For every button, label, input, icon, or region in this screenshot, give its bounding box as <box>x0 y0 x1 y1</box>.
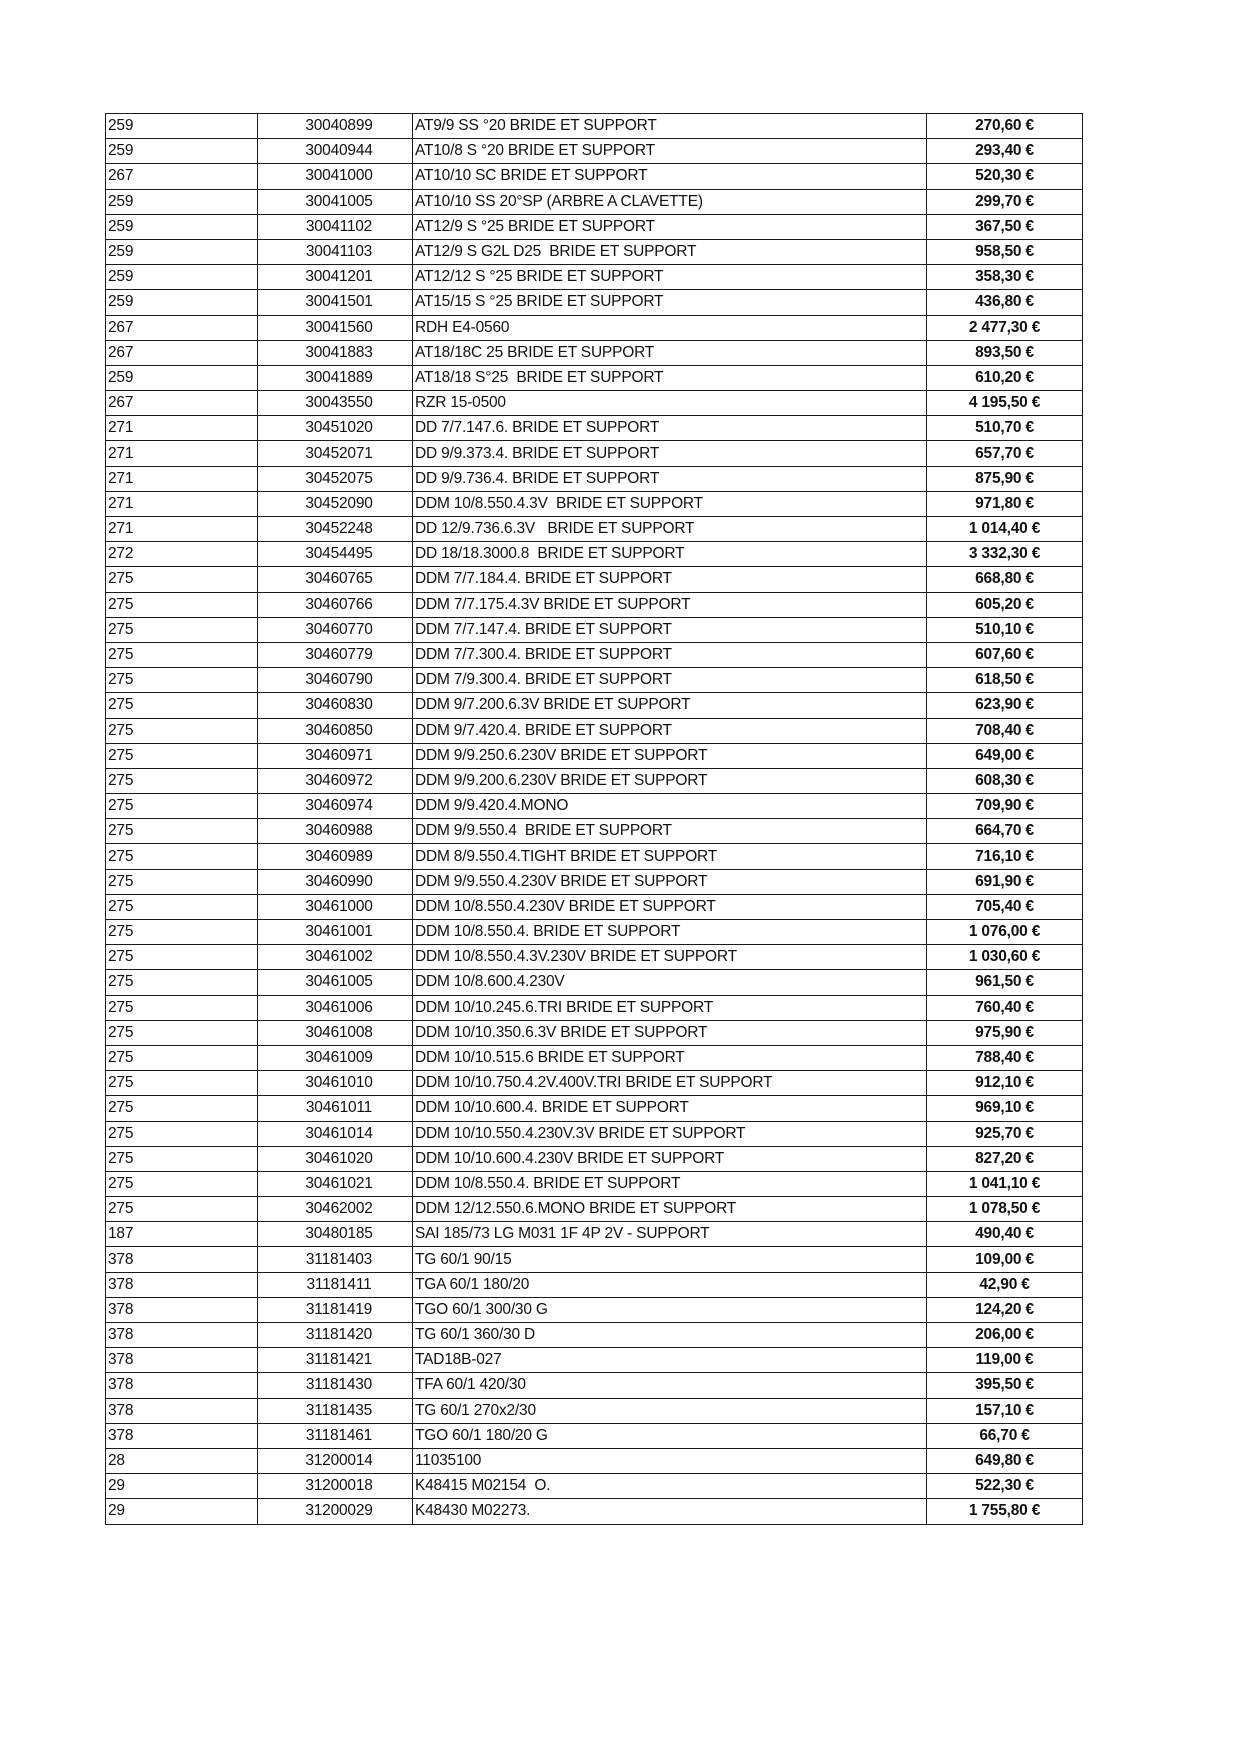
catalog-page-cell: 275 <box>106 1020 258 1045</box>
table-row <box>106 214 1083 239</box>
table-row <box>106 164 1083 189</box>
catalog-page-cell: 275 <box>106 693 258 718</box>
price-cell: 1 014,40 € <box>927 517 1083 542</box>
table-row <box>106 517 1083 542</box>
price-cell: 1 041,10 € <box>927 1171 1083 1196</box>
catalog-page-cell: 275 <box>106 1171 258 1196</box>
description-cell: AT10/10 SS 20°SP (ARBRE A CLAVETTE) <box>413 189 927 214</box>
price-cell: 367,50 € <box>927 214 1083 239</box>
table-row <box>106 945 1083 970</box>
catalog-page-cell: 378 <box>106 1272 258 1297</box>
table-row <box>106 1121 1083 1146</box>
catalog-page-cell: 259 <box>106 139 258 164</box>
article-code-cell: 31181430 <box>258 1373 413 1398</box>
article-code-cell: 30460766 <box>258 592 413 617</box>
article-code-cell: 30460988 <box>258 819 413 844</box>
description-cell: AT18/18 S°25 BRIDE ET SUPPORT <box>413 365 927 390</box>
catalog-page-cell: 267 <box>106 315 258 340</box>
table-row <box>106 1045 1083 1070</box>
article-code-cell: 30040944 <box>258 139 413 164</box>
table-row <box>106 743 1083 768</box>
description-cell: 11035100 <box>413 1448 927 1473</box>
table-row <box>106 1297 1083 1322</box>
article-code-cell: 30460990 <box>258 869 413 894</box>
catalog-page-cell: 378 <box>106 1323 258 1348</box>
article-code-cell: 31200018 <box>258 1474 413 1499</box>
price-cell: 788,40 € <box>927 1045 1083 1070</box>
description-cell: DDM 7/7.147.4. BRIDE ET SUPPORT <box>413 617 927 642</box>
price-cell: 691,90 € <box>927 869 1083 894</box>
table-row <box>106 391 1083 416</box>
price-cell: 119,00 € <box>927 1348 1083 1373</box>
article-code-cell: 31181411 <box>258 1272 413 1297</box>
catalog-page-cell: 28 <box>106 1448 258 1473</box>
article-code-cell: 30041560 <box>258 315 413 340</box>
description-cell: DDM 10/10.350.6.3V BRIDE ET SUPPORT <box>413 1020 927 1045</box>
article-code-cell: 30461014 <box>258 1121 413 1146</box>
price-cell: 42,90 € <box>927 1272 1083 1297</box>
description-cell: TG 60/1 270x2/30 <box>413 1398 927 1423</box>
description-cell: K48430 M02273. <box>413 1499 927 1524</box>
table-row <box>106 970 1083 995</box>
description-cell: TGA 60/1 180/20 <box>413 1272 927 1297</box>
article-code-cell: 30460972 <box>258 768 413 793</box>
description-cell: DDM 10/8.550.4. BRIDE ET SUPPORT <box>413 1171 927 1196</box>
table-row <box>106 1096 1083 1121</box>
description-cell: RDH E4-0560 <box>413 315 927 340</box>
table-row <box>106 894 1083 919</box>
price-cell: 3 332,30 € <box>927 542 1083 567</box>
description-cell: DDM 10/10.550.4.230V.3V BRIDE ET SUPPORT <box>413 1121 927 1146</box>
table-row <box>106 491 1083 516</box>
table-row <box>106 995 1083 1020</box>
catalog-page-cell: 271 <box>106 441 258 466</box>
catalog-page-cell: 275 <box>106 1045 258 1070</box>
catalog-page-cell: 275 <box>106 1121 258 1146</box>
table-row <box>106 1020 1083 1045</box>
catalog-page-cell: 275 <box>106 1071 258 1096</box>
catalog-page-cell: 275 <box>106 567 258 592</box>
description-cell: TFA 60/1 420/30 <box>413 1373 927 1398</box>
price-cell: 66,70 € <box>927 1423 1083 1448</box>
description-cell: DDM 10/10.245.6.TRI BRIDE ET SUPPORT <box>413 995 927 1020</box>
description-cell: DD 9/9.373.4. BRIDE ET SUPPORT <box>413 441 927 466</box>
article-code-cell: 30041102 <box>258 214 413 239</box>
price-cell: 716,10 € <box>927 844 1083 869</box>
catalog-page-cell: 275 <box>106 894 258 919</box>
catalog-page-cell: 275 <box>106 1197 258 1222</box>
catalog-page-cell: 275 <box>106 995 258 1020</box>
catalog-page-cell: 275 <box>106 768 258 793</box>
article-code-cell: 30460850 <box>258 718 413 743</box>
table-row <box>106 1171 1083 1196</box>
price-cell: 605,20 € <box>927 592 1083 617</box>
article-code-cell: 30043550 <box>258 391 413 416</box>
catalog-page-cell: 275 <box>106 794 258 819</box>
description-cell: DD 12/9.736.6.3V BRIDE ET SUPPORT <box>413 517 927 542</box>
table-row <box>106 1499 1083 1524</box>
description-cell: TG 60/1 360/30 D <box>413 1323 927 1348</box>
catalog-page-cell: 29 <box>106 1474 258 1499</box>
description-cell: DDM 10/8.550.4.3V.230V BRIDE ET SUPPORT <box>413 945 927 970</box>
article-code-cell: 31200029 <box>258 1499 413 1524</box>
table-row <box>106 819 1083 844</box>
description-cell: DDM 9/9.250.6.230V BRIDE ET SUPPORT <box>413 743 927 768</box>
article-code-cell: 31200014 <box>258 1448 413 1473</box>
article-code-cell: 30460830 <box>258 693 413 718</box>
catalog-page-cell: 271 <box>106 466 258 491</box>
article-code-cell: 31181420 <box>258 1323 413 1348</box>
table-row <box>106 1348 1083 1373</box>
article-code-cell: 30460779 <box>258 642 413 667</box>
catalog-page-cell: 275 <box>106 743 258 768</box>
description-cell: DDM 10/8.550.4. BRIDE ET SUPPORT <box>413 920 927 945</box>
price-cell: 293,40 € <box>927 139 1083 164</box>
price-cell: 358,30 € <box>927 265 1083 290</box>
article-code-cell: 30461021 <box>258 1171 413 1196</box>
description-cell: DDM 10/10.600.4. BRIDE ET SUPPORT <box>413 1096 927 1121</box>
table-row <box>106 340 1083 365</box>
table-row <box>106 768 1083 793</box>
price-cell: 875,90 € <box>927 466 1083 491</box>
table-row <box>106 1247 1083 1272</box>
table-row <box>106 466 1083 491</box>
table-row <box>106 416 1083 441</box>
table-row <box>106 642 1083 667</box>
price-cell: 436,80 € <box>927 290 1083 315</box>
catalog-page-cell: 275 <box>106 1096 258 1121</box>
price-cell: 961,50 € <box>927 970 1083 995</box>
price-cell: 657,70 € <box>927 441 1083 466</box>
table-row <box>106 365 1083 390</box>
price-cell: 975,90 € <box>927 1020 1083 1045</box>
catalog-page-cell: 275 <box>106 819 258 844</box>
price-cell: 607,60 € <box>927 642 1083 667</box>
catalog-page-cell: 378 <box>106 1373 258 1398</box>
catalog-page-cell: 275 <box>106 945 258 970</box>
article-code-cell: 30461002 <box>258 945 413 970</box>
article-code-cell: 30452071 <box>258 441 413 466</box>
description-cell: RZR 15-0500 <box>413 391 927 416</box>
table-row <box>106 265 1083 290</box>
table-row <box>106 1398 1083 1423</box>
catalog-page-cell: 275 <box>106 869 258 894</box>
article-code-cell: 30460989 <box>258 844 413 869</box>
price-cell: 709,90 € <box>927 794 1083 819</box>
catalog-page-cell: 275 <box>106 920 258 945</box>
article-code-cell: 31181403 <box>258 1247 413 1272</box>
catalog-page-cell: 259 <box>106 290 258 315</box>
table-row <box>106 189 1083 214</box>
catalog-page-cell: 271 <box>106 491 258 516</box>
description-cell: DD 9/9.736.4. BRIDE ET SUPPORT <box>413 466 927 491</box>
description-cell: DDM 7/7.175.4.3V BRIDE ET SUPPORT <box>413 592 927 617</box>
price-cell: 1 078,50 € <box>927 1197 1083 1222</box>
article-code-cell: 30041889 <box>258 365 413 390</box>
price-cell: 827,20 € <box>927 1146 1083 1171</box>
description-cell: AT15/15 S °25 BRIDE ET SUPPORT <box>413 290 927 315</box>
catalog-page-cell: 275 <box>106 617 258 642</box>
description-cell: AT12/9 S G2L D25 BRIDE ET SUPPORT <box>413 239 927 264</box>
table-row <box>106 1197 1083 1222</box>
catalog-page-cell: 267 <box>106 340 258 365</box>
article-code-cell: 30041201 <box>258 265 413 290</box>
table-row <box>106 718 1083 743</box>
description-cell: AT12/9 S °25 BRIDE ET SUPPORT <box>413 214 927 239</box>
article-code-cell: 30461008 <box>258 1020 413 1045</box>
catalog-page-cell: 275 <box>106 718 258 743</box>
description-cell: DDM 9/9.200.6.230V BRIDE ET SUPPORT <box>413 768 927 793</box>
price-cell: 618,50 € <box>927 668 1083 693</box>
table-row <box>106 693 1083 718</box>
description-cell: AT18/18C 25 BRIDE ET SUPPORT <box>413 340 927 365</box>
price-table <box>105 113 1083 1525</box>
catalog-page-cell: 259 <box>106 214 258 239</box>
description-cell: TGO 60/1 180/20 G <box>413 1423 927 1448</box>
price-cell: 760,40 € <box>927 995 1083 1020</box>
price-cell: 109,00 € <box>927 1247 1083 1272</box>
catalog-page-cell: 259 <box>106 189 258 214</box>
description-cell: DDM 10/10.600.4.230V BRIDE ET SUPPORT <box>413 1146 927 1171</box>
description-cell: DDM 10/8.550.4.230V BRIDE ET SUPPORT <box>413 894 927 919</box>
description-cell: TG 60/1 90/15 <box>413 1247 927 1272</box>
price-cell: 520,30 € <box>927 164 1083 189</box>
description-cell: DDM 12/12.550.6.MONO BRIDE ET SUPPORT <box>413 1197 927 1222</box>
article-code-cell: 30041501 <box>258 290 413 315</box>
article-code-cell: 30460765 <box>258 567 413 592</box>
table-row <box>106 617 1083 642</box>
price-cell: 1 755,80 € <box>927 1499 1083 1524</box>
catalog-page-cell: 267 <box>106 164 258 189</box>
table-row <box>106 1474 1083 1499</box>
price-cell: 893,50 € <box>927 340 1083 365</box>
table-row <box>106 592 1083 617</box>
catalog-page-cell: 259 <box>106 365 258 390</box>
catalog-page-cell: 259 <box>106 114 258 139</box>
price-table-body <box>106 114 1083 1525</box>
price-cell: 610,20 € <box>927 365 1083 390</box>
article-code-cell: 30452248 <box>258 517 413 542</box>
catalog-page-cell: 275 <box>106 668 258 693</box>
price-cell: 299,70 € <box>927 189 1083 214</box>
description-cell: DD 18/18.3000.8 BRIDE ET SUPPORT <box>413 542 927 567</box>
description-cell: SAI 185/73 LG M031 1F 4P 2V - SUPPORT <box>413 1222 927 1247</box>
table-row <box>106 1146 1083 1171</box>
table-row <box>106 239 1083 264</box>
table-row <box>106 441 1083 466</box>
price-cell: 708,40 € <box>927 718 1083 743</box>
description-cell: DDM 10/8.550.4.3V BRIDE ET SUPPORT <box>413 491 927 516</box>
description-cell: DDM 10/10.515.6 BRIDE ET SUPPORT <box>413 1045 927 1070</box>
description-cell: DDM 9/9.550.4.230V BRIDE ET SUPPORT <box>413 869 927 894</box>
table-row <box>106 1272 1083 1297</box>
price-cell: 270,60 € <box>927 114 1083 139</box>
article-code-cell: 30454495 <box>258 542 413 567</box>
price-cell: 623,90 € <box>927 693 1083 718</box>
price-cell: 522,30 € <box>927 1474 1083 1499</box>
description-cell: DD 7/7.147.6. BRIDE ET SUPPORT <box>413 416 927 441</box>
price-cell: 157,10 € <box>927 1398 1083 1423</box>
catalog-page-cell: 275 <box>106 970 258 995</box>
article-code-cell: 30452090 <box>258 491 413 516</box>
article-code-cell: 30041103 <box>258 239 413 264</box>
article-code-cell: 30462002 <box>258 1197 413 1222</box>
table-row <box>106 290 1083 315</box>
catalog-page-cell: 187 <box>106 1222 258 1247</box>
table-row <box>106 1222 1083 1247</box>
table-row <box>106 1071 1083 1096</box>
article-code-cell: 31181419 <box>258 1297 413 1322</box>
table-row <box>106 1373 1083 1398</box>
price-cell: 668,80 € <box>927 567 1083 592</box>
table-row <box>106 1448 1083 1473</box>
article-code-cell: 30461011 <box>258 1096 413 1121</box>
catalog-page-cell: 259 <box>106 265 258 290</box>
catalog-page-cell: 378 <box>106 1398 258 1423</box>
price-cell: 4 195,50 € <box>927 391 1083 416</box>
article-code-cell: 30040899 <box>258 114 413 139</box>
table-row <box>106 844 1083 869</box>
catalog-page-cell: 259 <box>106 239 258 264</box>
article-code-cell: 31181435 <box>258 1398 413 1423</box>
article-code-cell: 30460974 <box>258 794 413 819</box>
catalog-page-cell: 271 <box>106 517 258 542</box>
article-code-cell: 30041000 <box>258 164 413 189</box>
catalog-page-cell: 275 <box>106 592 258 617</box>
article-code-cell: 31181421 <box>258 1348 413 1373</box>
price-cell: 649,00 € <box>927 743 1083 768</box>
article-code-cell: 30460770 <box>258 617 413 642</box>
article-code-cell: 30452075 <box>258 466 413 491</box>
catalog-page-cell: 272 <box>106 542 258 567</box>
article-code-cell: 31181461 <box>258 1423 413 1448</box>
article-code-cell: 30041005 <box>258 189 413 214</box>
description-cell: DDM 9/7.200.6.3V BRIDE ET SUPPORT <box>413 693 927 718</box>
price-cell: 969,10 € <box>927 1096 1083 1121</box>
price-cell: 925,70 € <box>927 1121 1083 1146</box>
article-code-cell: 30461005 <box>258 970 413 995</box>
description-cell: AT12/12 S °25 BRIDE ET SUPPORT <box>413 265 927 290</box>
catalog-page-cell: 275 <box>106 844 258 869</box>
catalog-page-cell: 275 <box>106 1146 258 1171</box>
article-code-cell: 30461010 <box>258 1071 413 1096</box>
description-cell: DDM 7/7.184.4. BRIDE ET SUPPORT <box>413 567 927 592</box>
description-cell: DDM 10/10.750.4.2V.400V.TRI BRIDE ET SUPPORT <box>413 1071 927 1096</box>
article-code-cell: 30451020 <box>258 416 413 441</box>
catalog-page-cell: 29 <box>106 1499 258 1524</box>
price-cell: 510,10 € <box>927 617 1083 642</box>
table-row <box>106 114 1083 139</box>
price-cell: 1 030,60 € <box>927 945 1083 970</box>
table-row <box>106 869 1083 894</box>
description-cell: DDM 7/7.300.4. BRIDE ET SUPPORT <box>413 642 927 667</box>
price-cell: 206,00 € <box>927 1323 1083 1348</box>
price-cell: 395,50 € <box>927 1373 1083 1398</box>
description-cell: DDM 7/9.300.4. BRIDE ET SUPPORT <box>413 668 927 693</box>
catalog-page-cell: 378 <box>106 1348 258 1373</box>
price-cell: 510,70 € <box>927 416 1083 441</box>
description-cell: TGO 60/1 300/30 G <box>413 1297 927 1322</box>
price-cell: 912,10 € <box>927 1071 1083 1096</box>
catalog-page-cell: 267 <box>106 391 258 416</box>
table-row <box>106 542 1083 567</box>
price-cell: 958,50 € <box>927 239 1083 264</box>
price-cell: 2 477,30 € <box>927 315 1083 340</box>
price-cell: 664,70 € <box>927 819 1083 844</box>
table-row <box>106 139 1083 164</box>
price-cell: 1 076,00 € <box>927 920 1083 945</box>
catalog-page-cell: 378 <box>106 1423 258 1448</box>
price-cell: 124,20 € <box>927 1297 1083 1322</box>
table-row <box>106 1323 1083 1348</box>
table-row <box>106 794 1083 819</box>
description-cell: AT10/8 S °20 BRIDE ET SUPPORT <box>413 139 927 164</box>
catalog-page-cell: 378 <box>106 1297 258 1322</box>
price-cell: 608,30 € <box>927 768 1083 793</box>
price-cell: 649,80 € <box>927 1448 1083 1473</box>
table-row <box>106 1423 1083 1448</box>
description-cell: AT10/10 SC BRIDE ET SUPPORT <box>413 164 927 189</box>
article-code-cell: 30480185 <box>258 1222 413 1247</box>
article-code-cell: 30461009 <box>258 1045 413 1070</box>
description-cell: AT9/9 SS °20 BRIDE ET SUPPORT <box>413 114 927 139</box>
article-code-cell: 30461001 <box>258 920 413 945</box>
description-cell: DDM 8/9.550.4.TIGHT BRIDE ET SUPPORT <box>413 844 927 869</box>
table-row <box>106 315 1083 340</box>
description-cell: DDM 9/7.420.4. BRIDE ET SUPPORT <box>413 718 927 743</box>
article-code-cell: 30461006 <box>258 995 413 1020</box>
description-cell: DDM 9/9.550.4 BRIDE ET SUPPORT <box>413 819 927 844</box>
article-code-cell: 30461000 <box>258 894 413 919</box>
description-cell: DDM 9/9.420.4.MONO <box>413 794 927 819</box>
article-code-cell: 30041883 <box>258 340 413 365</box>
table-row <box>106 920 1083 945</box>
table-row <box>106 668 1083 693</box>
article-code-cell: 30460790 <box>258 668 413 693</box>
description-cell: DDM 10/8.600.4.230V <box>413 970 927 995</box>
price-cell: 490,40 € <box>927 1222 1083 1247</box>
catalog-page-cell: 271 <box>106 416 258 441</box>
catalog-page-cell: 378 <box>106 1247 258 1272</box>
article-code-cell: 30461020 <box>258 1146 413 1171</box>
description-cell: TAD18B-027 <box>413 1348 927 1373</box>
article-code-cell: 30460971 <box>258 743 413 768</box>
price-cell: 705,40 € <box>927 894 1083 919</box>
table-row <box>106 567 1083 592</box>
description-cell: K48415 M02154 O. <box>413 1474 927 1499</box>
price-cell: 971,80 € <box>927 491 1083 516</box>
catalog-page-cell: 275 <box>106 642 258 667</box>
